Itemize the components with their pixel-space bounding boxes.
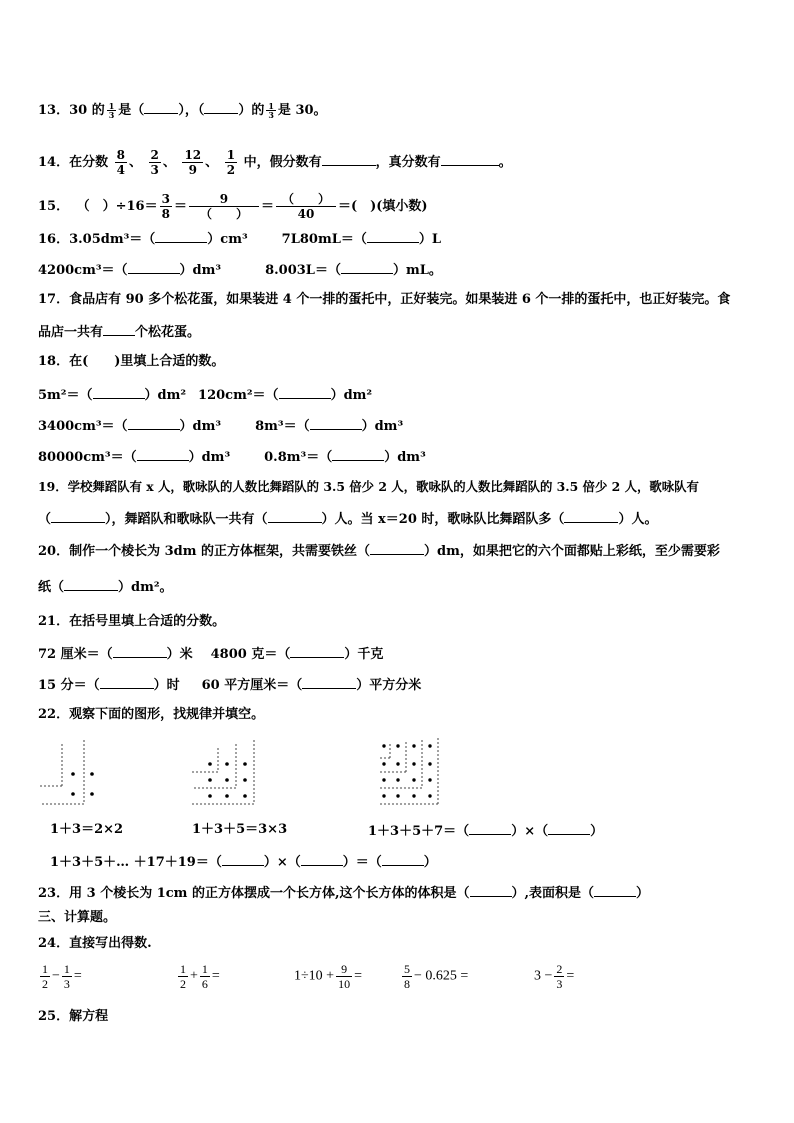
fraction: $\frac{1}{3}$ — [63, 962, 70, 991]
dot-pattern-figure-1 — [38, 738, 108, 806]
fraction: $\frac{9}{10}$ — [338, 962, 351, 991]
question-21-title: 21．在括号里填上合适的分数。 — [38, 614, 226, 629]
answer-blank[interactable] — [268, 510, 322, 523]
question-16-line-2: 4200cm³＝（ ）dm³ 8.003L＝（ ）mL。 — [38, 263, 442, 278]
question-14: 14．在分数 $\frac{8}{4}$ 、 $\frac{2}{3}$ 、 $\frac{12}{9}$ 、 $\frac{1}{2}$ 中，假分数有 ，真分数有 。 — [38, 148, 512, 177]
question-16-line-1: 16．3.05dm³＝（ ）cm³ 7L80mL＝（ ）L — [38, 232, 442, 247]
question-18-row-1: 5m²＝（ ）dm² 120cm²＝（ ）dm² — [38, 388, 373, 403]
answer-blank[interactable] — [155, 230, 207, 243]
fraction: $\frac{1}{3}$ — [108, 101, 115, 120]
answer-blank[interactable] — [222, 853, 264, 866]
answer-blank[interactable] — [128, 261, 180, 274]
question-21-row-2: 15 分＝（ ）时 60 平方厘米＝（ ）平方分米 — [38, 678, 422, 693]
fraction: 9 （ ） — [189, 192, 259, 221]
answer-blank[interactable] — [128, 417, 180, 430]
question-20-line-2: 纸（ ）dm²。 — [38, 580, 173, 595]
question-17-line-1: 17．食品店有 90 多个松花蛋，如果装进 4 个一排的蛋托中，正好装完。如果装进 6 个一排的蛋托中，也正好装完。食 — [38, 292, 731, 307]
answer-blank[interactable] — [332, 448, 384, 461]
answer-blank[interactable] — [367, 230, 419, 243]
answer-blank[interactable] — [301, 853, 343, 866]
answer-blank[interactable] — [100, 676, 154, 689]
answer-blank[interactable] — [103, 323, 135, 336]
fraction: $\frac{3}{8}$ — [161, 192, 170, 221]
fraction: $\frac{2}{3}$ — [150, 148, 159, 177]
answer-blank[interactable] — [144, 101, 178, 114]
question-19-line-2: （ ），舞蹈队和歌咏队一共有（ ）人。当 x＝20 时，歌咏队比舞蹈队多（ ）人。 — [38, 512, 658, 527]
question-24-title: 24．直接写出得数. — [38, 936, 152, 951]
fraction: $\frac{1}{3}$ — [268, 101, 274, 120]
answer-blank[interactable] — [137, 448, 189, 461]
question-17-line-2: 品店一共有 个松花蛋。 — [38, 325, 201, 340]
answer-blank[interactable] — [322, 153, 376, 166]
question-19-line-1: 19．学校舞蹈队有 x 人，歌咏队的人数比舞蹈队的 3.5 倍少 2 人，歌咏队的人数比舞蹈队的 3.5 倍少 2 人，歌咏队有 — [38, 479, 699, 494]
fraction: $\frac{5}{8}$ — [404, 962, 410, 991]
figure-2-caption: 1＋3＋5＝3×3 — [192, 822, 288, 837]
answer-blank[interactable] — [564, 510, 618, 523]
expression-5: 3 − $\frac{2}{3}$ = — [534, 962, 575, 991]
dot-pattern-figure-3 — [378, 736, 448, 808]
section-3-heading: 三、计算题。 — [38, 910, 117, 925]
fraction: $\frac{2}{3}$ — [556, 962, 563, 991]
question-18-row-3: 80000cm³＝（ ）dm³ 0.8m³＝（ ）dm³ — [38, 450, 426, 465]
question-20-line-1: 20．制作一个棱长为 3dm 的正方体框架，共需要铁丝（ ）dm，如果把它的六个面都贴上彩纸，至少需要彩 — [38, 544, 720, 559]
fraction: $\frac{12}{9}$ — [184, 148, 202, 177]
answer-blank[interactable] — [204, 101, 238, 114]
expression-4: $\frac{5}{8}$ − 0.625 = — [404, 962, 469, 991]
answer-blank[interactable] — [441, 153, 499, 166]
question-15: 15． （ ）÷16＝ $\frac{3}{8}$ ＝ 9 （ ） ＝ （ ） 40 ＝( )(填小数) — [38, 192, 428, 221]
answer-blank[interactable] — [370, 542, 424, 555]
question-23: 23．用 3 个棱长为 1cm 的正方体摆成一个长方体,这个长方体的体积是（ ）,表面积是（ ） — [38, 886, 650, 901]
question-13: 13．30 的 $\frac{1}{3}$ 是（ ），（ ）的 $\frac{1}{3}$ 是 30。 — [38, 101, 327, 120]
question-22-sum-line: 1＋3＋5＋… ＋17＋19＝（ ）×（ ）＝（ ） — [50, 855, 437, 870]
figure-1-caption: 1＋3＝2×2 — [50, 822, 124, 837]
answer-blank[interactable] — [290, 645, 344, 658]
answer-blank[interactable] — [594, 884, 636, 897]
expression-1: $\frac{1}{2}$ − $\frac{1}{3}$ = — [42, 962, 82, 991]
question-22-title: 22．观察下面的图形，找规律并填空。 — [38, 707, 265, 722]
answer-blank[interactable] — [113, 645, 167, 658]
answer-blank[interactable] — [51, 510, 105, 523]
answer-blank[interactable] — [64, 578, 118, 591]
fraction: $\frac{1}{6}$ — [201, 962, 208, 991]
fraction: $\frac{8}{4}$ — [116, 148, 125, 177]
answer-blank[interactable] — [279, 386, 331, 399]
question-25: 25．解方程 — [38, 1009, 109, 1024]
figure-3-caption: 1＋3＋5＋7＝（ ）×（ ） — [368, 824, 604, 839]
expression-2: $\frac{1}{2}$ + $\frac{1}{6}$ = — [180, 962, 220, 991]
answer-blank[interactable] — [341, 261, 393, 274]
answer-blank[interactable] — [310, 417, 362, 430]
answer-blank[interactable] — [382, 853, 424, 866]
question-18-title: 18．在( )里填上合适的数。 — [38, 354, 225, 369]
answer-blank[interactable] — [93, 386, 145, 399]
fraction: （ ） 40 — [276, 192, 336, 221]
expression-3: 1÷10 + $\frac{9}{10}$ = — [294, 962, 362, 991]
fraction: $\frac{1}{2}$ — [180, 962, 186, 991]
answer-blank[interactable] — [470, 884, 512, 897]
answer-blank[interactable] — [302, 676, 356, 689]
answer-blank[interactable] — [548, 822, 590, 835]
fraction: $\frac{1}{2}$ — [42, 962, 48, 991]
fraction: $\frac{1}{2}$ — [226, 148, 236, 177]
question-21-row-1: 72 厘米＝（ ）米 4800 克＝（ ）千克 — [38, 647, 384, 662]
answer-blank[interactable] — [469, 822, 511, 835]
question-18-row-2: 3400cm³＝（ ）dm³ 8m³＝（ ）dm³ — [38, 419, 404, 434]
dot-pattern-figure-2 — [190, 738, 270, 806]
